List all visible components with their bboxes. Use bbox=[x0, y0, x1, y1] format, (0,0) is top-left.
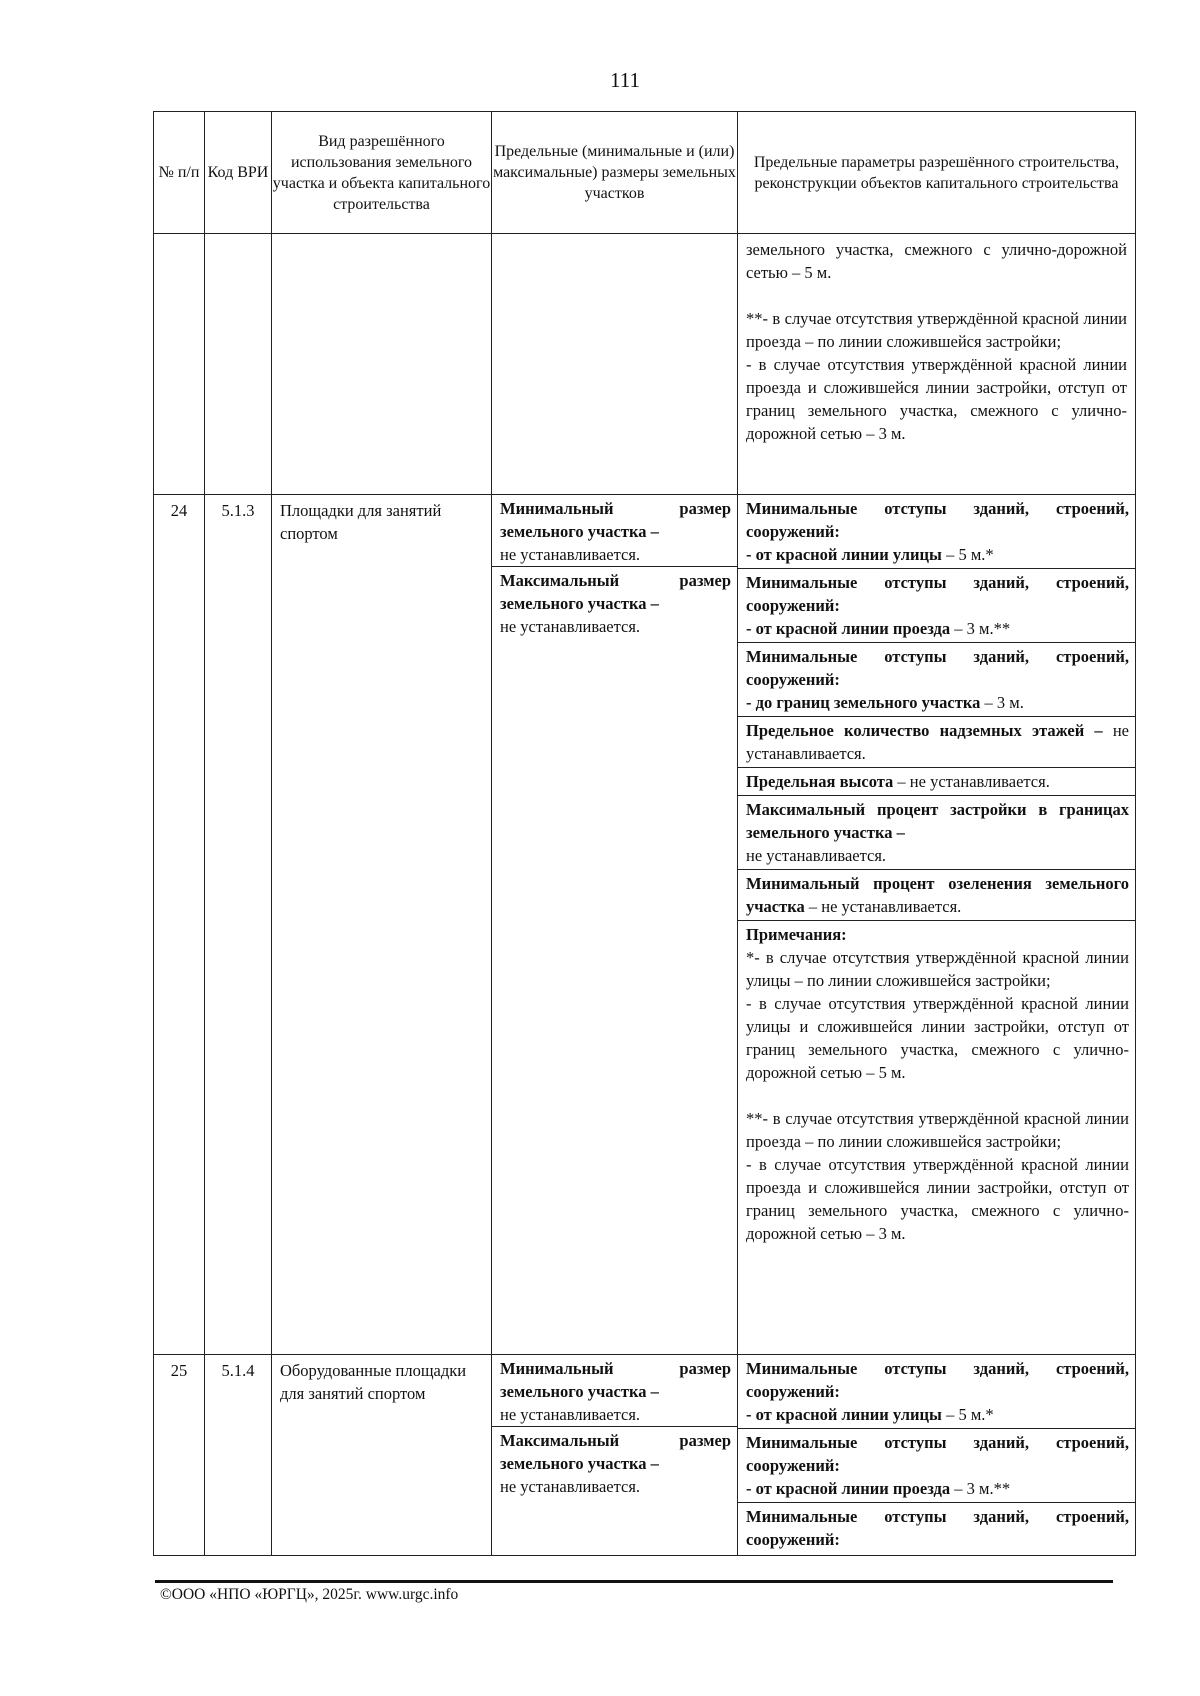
param-height: Предельная высота – не устанавливается. bbox=[738, 768, 1135, 796]
zoning-table bbox=[153, 111, 1136, 1556]
size-min: Минимальный размер земельного участка – не устанавливается. bbox=[492, 495, 737, 567]
row-code: 5.1.3 bbox=[205, 495, 272, 1355]
table-header-row bbox=[154, 112, 1136, 234]
continuation-line-1: земельного участка, смежного с улично-дорожной сетью – 5 м. bbox=[746, 240, 1127, 282]
table-row-24 bbox=[154, 495, 1136, 1355]
size-min: Минимальный размер земельного участка – не устанавливается. bbox=[492, 1355, 737, 1427]
param-offset-driveway: Минимальные отступы зданий, строений, сооружений: - от красной линии проезда – 3 м.** bbox=[738, 569, 1135, 643]
note-1: *- в случае отсутствия утверждённой красной линии улицы – по линии сложившейся застройки; bbox=[746, 948, 1129, 990]
row-size-cell bbox=[492, 1355, 738, 1556]
note-4: - в случае отсутствия утверждённой красной линии проезда и сложившейся линии застройки, отступ от границ земельного участка, смежного с улично-дорожной сетью – 3 м. bbox=[746, 1155, 1129, 1243]
row-type: Оборудованные площадки для занятий спортом bbox=[272, 1355, 492, 1556]
notes-title: Примечания: bbox=[746, 925, 847, 944]
param-offset-driveway: Минимальные отступы зданий, строений, сооружений: - от красной линии проезда – 3 м.** bbox=[738, 1429, 1135, 1503]
row-number: 25 bbox=[154, 1355, 205, 1556]
param-offset-street: Минимальные отступы зданий, строений, сооружений: - от красной линии улицы – 5 м.* bbox=[738, 1355, 1135, 1429]
header-code: Код ВРИ bbox=[205, 112, 272, 234]
continuation-cell bbox=[738, 234, 1136, 495]
page-number: 111 bbox=[610, 68, 640, 92]
param-coverage: Максимальный процент застройки в границах земельного участка – не устанавливается. bbox=[738, 796, 1135, 870]
row-number: 24 bbox=[154, 495, 205, 1355]
continuation-line-3: - в случае отсутствия утверждённой красной линии проезда и сложившейся линии застройки, отступ от границ земельного участка, смежного с улично-дорожной сетью – 3 м. bbox=[746, 355, 1127, 443]
row-code: 5.1.4 bbox=[205, 1355, 272, 1556]
row-size-cell bbox=[492, 495, 738, 1355]
param-offset-boundary: Минимальные отступы зданий, строений, сооружений: - до границ земельного участка – 3 м. bbox=[738, 643, 1135, 717]
row-params-cell bbox=[738, 495, 1136, 1355]
size-max: Максимальный размер земельного участка – не устанавливается. bbox=[500, 571, 731, 636]
header-num: № п/п bbox=[154, 112, 205, 234]
table-row-25 bbox=[154, 1355, 1136, 1556]
header-type: Вид разрешённого использования земельного участка и объекта капитального строительства bbox=[272, 112, 492, 234]
footer-divider bbox=[155, 1580, 1113, 1583]
row-params-cell bbox=[738, 1355, 1136, 1556]
param-notes bbox=[738, 921, 1135, 1247]
size-max: Максимальный размер земельного участка – не устанавливается. bbox=[500, 1431, 731, 1496]
param-offset-street: Минимальные отступы зданий, строений, сооружений: - от красной линии улицы – 5 м.* bbox=[738, 495, 1135, 569]
param-greening: Минимальный процент озеленения земельного участка – не устанавливается. bbox=[738, 870, 1135, 921]
table-row-continuation bbox=[154, 234, 1136, 495]
row-type: Площадки для занятий спортом bbox=[272, 495, 492, 1355]
note-2: - в случае отсутствия утверждённой красной линии улицы и сложившейся линии застройки, отступ от границ земельного участка, смежного с улично-дорожной сетью – 5 м. bbox=[746, 994, 1129, 1082]
header-params: Предельные параметры разрешённого строительства, реконструкции объектов капитального строительства bbox=[738, 112, 1136, 234]
note-3: **- в случае отсутствия утверждённой красной линии проезда – по линии сложившейся застройки; bbox=[746, 1109, 1129, 1151]
header-size: Предельные (минимальные и (или) максимальные) размеры земельных участков bbox=[492, 112, 738, 234]
continuation-line-2: **- в случае отсутствия утверждённой красной линии проезда – по линии сложившейся застройки; bbox=[746, 309, 1127, 351]
param-floors: Предельное количество надземных этажей – не устанавливается. bbox=[738, 717, 1135, 768]
param-offset-boundary: Минимальные отступы зданий, строений, сооружений: bbox=[746, 1507, 1129, 1549]
footer-copyright: ©ООО «НПО «ЮРГЦ», 2025г. www.urgc.info bbox=[160, 1586, 459, 1603]
